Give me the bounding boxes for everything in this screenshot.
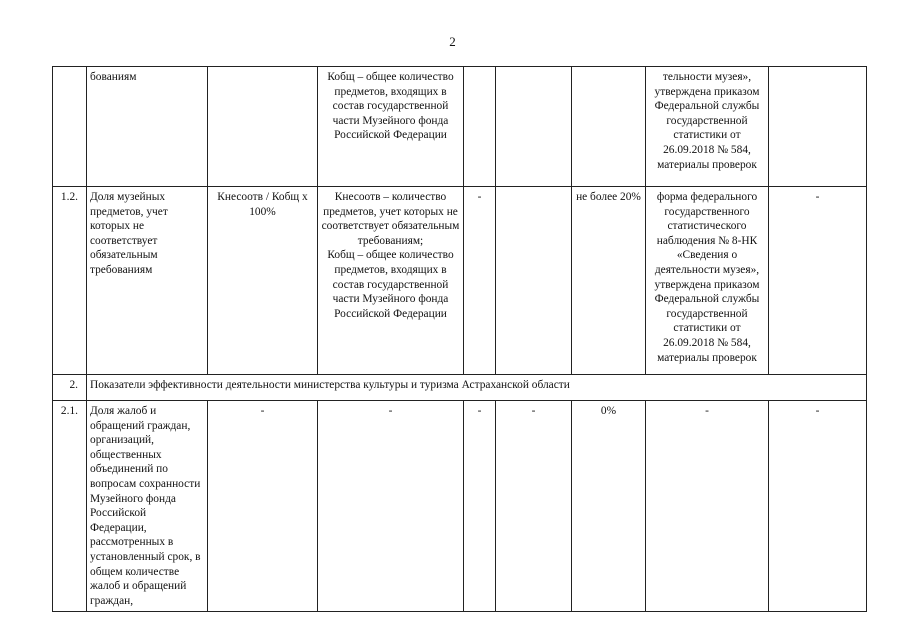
cell-5 xyxy=(464,67,496,187)
table-row xyxy=(53,401,867,612)
cell-9 xyxy=(769,67,867,187)
description-part-b: Кобщ – общее количество предметов, входящих в состав государственной части Музейного фонда Российской Федерации xyxy=(327,249,454,320)
row-number xyxy=(53,67,87,187)
source-cell: - xyxy=(646,401,769,612)
cell-5: - xyxy=(464,401,496,612)
description-cell: Кобщ – общее количество предметов, входящих в состав государственной части Музейного фонда Российской Федерации xyxy=(318,67,464,187)
cell-7: 0% xyxy=(572,401,646,612)
table-row xyxy=(53,375,867,401)
description-cell: - xyxy=(318,401,464,612)
section-title: Показатели эффективности деятельности министерства культуры и туризма Астраханской области xyxy=(87,375,867,401)
cell-5: - xyxy=(464,187,496,375)
description-cell xyxy=(318,187,464,375)
indicator-name: Доля жалоб и обращений граждан, организаций, общественных объединений по вопросам сохранности Музейного фонда Российской Федерации, рассмотренных в установленный срок, в общем количестве жалоб и обращений граждан, xyxy=(87,401,208,612)
cell-6: - xyxy=(496,401,572,612)
indicator-name: бованиям xyxy=(87,67,208,187)
indicators-table xyxy=(52,66,867,612)
cell-6 xyxy=(496,67,572,187)
cell-7: не более 20% xyxy=(572,187,646,375)
cell-7 xyxy=(572,67,646,187)
row-number: 2. xyxy=(53,375,87,401)
formula-cell: - xyxy=(208,401,318,612)
cell-9: - xyxy=(769,187,867,375)
indicator-name: Доля музейных предметов, учет которых не соответствует обязательным требованиям xyxy=(87,187,208,375)
table-row xyxy=(53,67,867,187)
table-row xyxy=(53,187,867,375)
source-cell: форма федерального государственного статистического наблюдения № 8-НК «Сведения о деятельности музея», утверждена приказом Федеральной службы государственной статистики от 26.09.2018 № 584, материалы проверок xyxy=(646,187,769,375)
description-part-a: Кнесоотв – количество предметов, учет которых не соответствует обязательным требованиям; xyxy=(321,191,460,247)
formula-cell: Кнесоотв / Кобщ х 100% xyxy=(208,187,318,375)
source-cell: тельности музея», утверждена приказом Федеральной службы государственной статистики от 26.09.2018 № 584, материалы проверок xyxy=(646,67,769,187)
page-number: 2 xyxy=(449,34,456,49)
row-number: 2.1. xyxy=(53,401,87,612)
cell-9: - xyxy=(769,401,867,612)
row-number: 1.2. xyxy=(53,187,87,375)
formula-cell xyxy=(208,67,318,187)
cell-6 xyxy=(496,187,572,375)
